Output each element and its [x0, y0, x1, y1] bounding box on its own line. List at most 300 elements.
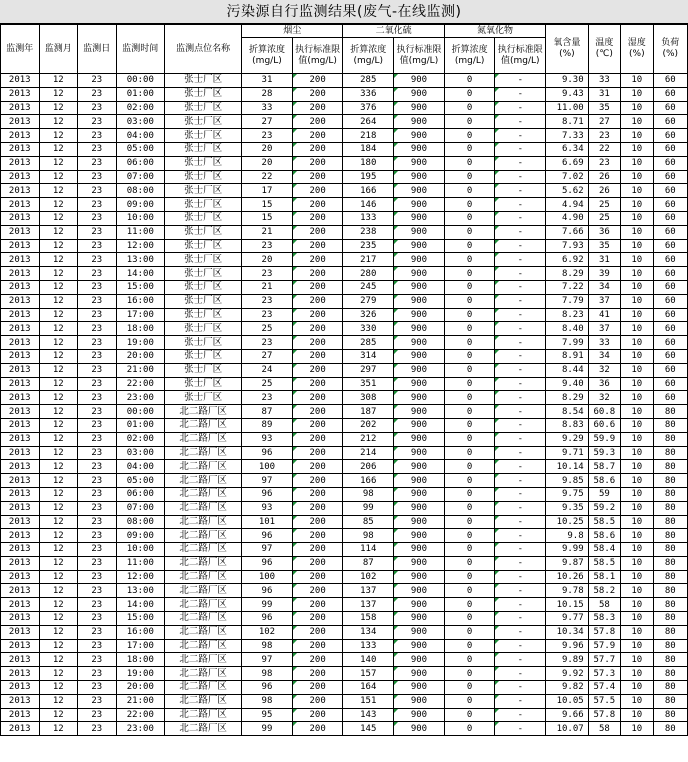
cell-o2: 4.90 [546, 211, 589, 225]
header-day: 监测日 [78, 25, 117, 74]
cell-time: 13:00 [116, 253, 165, 267]
cell-month: 12 [39, 198, 78, 212]
cell-dust-limit: 200 [292, 694, 343, 708]
cell-temp: 57.3 [588, 667, 620, 681]
cell-o2: 8.29 [546, 391, 589, 405]
cell-so2-limit: 900 [394, 184, 445, 198]
cell-nox-conc: 0 [444, 294, 495, 308]
cell-nox-conc: 0 [444, 129, 495, 143]
cell-time: 09:00 [116, 198, 165, 212]
cell-so2-limit: 900 [394, 322, 445, 336]
cell-day: 23 [78, 708, 117, 722]
table-row [1, 556, 688, 570]
cell-day: 23 [78, 101, 117, 115]
cell-load: 60 [653, 129, 688, 143]
cell-so2-conc: 85 [343, 515, 394, 529]
cell-time: 20:00 [116, 349, 165, 363]
cell-nox-limit: - [495, 487, 546, 501]
cell-nox-limit: - [495, 377, 546, 391]
cell-dust-limit: 200 [292, 267, 343, 281]
cell-nox-conc: 0 [444, 267, 495, 281]
cell-year: 2013 [1, 418, 40, 432]
cell-year: 2013 [1, 405, 40, 419]
cell-load: 80 [653, 474, 688, 488]
cell-site: 张士厂区 [165, 349, 242, 363]
cell-so2-conc: 180 [343, 156, 394, 170]
cell-dust-conc: 89 [242, 418, 293, 432]
cell-dust-limit: 200 [292, 349, 343, 363]
cell-year: 2013 [1, 625, 40, 639]
cell-o2: 6.34 [546, 142, 589, 156]
cell-o2: 6.69 [546, 156, 589, 170]
cell-so2-limit: 900 [394, 377, 445, 391]
cell-so2-conc: 166 [343, 184, 394, 198]
cell-nox-limit: - [495, 349, 546, 363]
cell-dust-conc: 97 [242, 543, 293, 557]
cell-so2-conc: 326 [343, 308, 394, 322]
cell-month: 12 [39, 543, 78, 557]
cell-year: 2013 [1, 322, 40, 336]
cell-day: 23 [78, 667, 117, 681]
cell-so2-conc: 102 [343, 570, 394, 584]
cell-temp: 22 [588, 142, 620, 156]
table-row [1, 184, 688, 198]
cell-load: 80 [653, 529, 688, 543]
cell-month: 12 [39, 625, 78, 639]
cell-nox-limit: - [495, 115, 546, 129]
cell-o2: 8.71 [546, 115, 589, 129]
cell-dust-limit: 200 [292, 501, 343, 515]
cell-year: 2013 [1, 142, 40, 156]
table-row [1, 584, 688, 598]
cell-nox-limit: - [495, 667, 546, 681]
cell-nox-limit: - [495, 432, 546, 446]
cell-load: 80 [653, 570, 688, 584]
header-year: 监测年 [1, 25, 40, 74]
cell-month: 12 [39, 391, 78, 405]
cell-so2-conc: 238 [343, 225, 394, 239]
cell-so2-conc: 336 [343, 87, 394, 101]
cell-humidity: 10 [621, 708, 653, 722]
cell-so2-conc: 285 [343, 74, 394, 88]
header-dust-limit: 执行标准限值(mg/L) [292, 38, 343, 74]
cell-load: 80 [653, 487, 688, 501]
cell-month: 12 [39, 570, 78, 584]
cell-year: 2013 [1, 432, 40, 446]
table-row [1, 418, 688, 432]
cell-nox-conc: 0 [444, 460, 495, 474]
cell-so2-conc: 164 [343, 681, 394, 695]
cell-day: 23 [78, 612, 117, 626]
table-row [1, 253, 688, 267]
cell-dust-conc: 102 [242, 625, 293, 639]
cell-month: 12 [39, 74, 78, 88]
header-site: 监测点位名称 [165, 25, 242, 74]
cell-time: 07:00 [116, 501, 165, 515]
cell-year: 2013 [1, 694, 40, 708]
cell-so2-conc: 146 [343, 198, 394, 212]
table-row [1, 239, 688, 253]
cell-load: 60 [653, 115, 688, 129]
cell-so2-limit: 900 [394, 405, 445, 419]
table-row [1, 543, 688, 557]
cell-so2-limit: 900 [394, 653, 445, 667]
cell-humidity: 10 [621, 722, 653, 736]
cell-so2-limit: 900 [394, 391, 445, 405]
cell-dust-conc: 23 [242, 239, 293, 253]
cell-nox-limit: - [495, 267, 546, 281]
cell-dust-conc: 96 [242, 612, 293, 626]
cell-nox-conc: 0 [444, 681, 495, 695]
cell-time: 15:00 [116, 612, 165, 626]
cell-time: 11:00 [116, 225, 165, 239]
cell-nox-limit: - [495, 722, 546, 736]
cell-month: 12 [39, 418, 78, 432]
cell-humidity: 10 [621, 543, 653, 557]
cell-nox-limit: - [495, 74, 546, 88]
cell-month: 12 [39, 487, 78, 501]
cell-nox-conc: 0 [444, 391, 495, 405]
cell-so2-conc: 158 [343, 612, 394, 626]
cell-humidity: 10 [621, 280, 653, 294]
cell-load: 80 [653, 625, 688, 639]
header-so2: 二氧化硫 [343, 25, 444, 38]
cell-site: 北二路厂区 [165, 653, 242, 667]
cell-year: 2013 [1, 363, 40, 377]
cell-time: 10:00 [116, 211, 165, 225]
cell-time: 20:00 [116, 681, 165, 695]
cell-site: 北二路厂区 [165, 487, 242, 501]
table-row [1, 156, 688, 170]
cell-nox-limit: - [495, 156, 546, 170]
cell-o2: 9.87 [546, 556, 589, 570]
cell-nox-conc: 0 [444, 184, 495, 198]
cell-humidity: 10 [621, 515, 653, 529]
cell-site: 北二路厂区 [165, 501, 242, 515]
cell-dust-conc: 96 [242, 487, 293, 501]
cell-year: 2013 [1, 722, 40, 736]
cell-o2: 10.25 [546, 515, 589, 529]
cell-temp: 41 [588, 308, 620, 322]
cell-month: 12 [39, 211, 78, 225]
cell-dust-limit: 200 [292, 418, 343, 432]
cell-humidity: 10 [621, 446, 653, 460]
cell-day: 23 [78, 211, 117, 225]
cell-temp: 57.8 [588, 708, 620, 722]
table-row [1, 570, 688, 584]
cell-o2: 9.75 [546, 487, 589, 501]
cell-humidity: 10 [621, 501, 653, 515]
cell-month: 12 [39, 501, 78, 515]
cell-dust-conc: 22 [242, 170, 293, 184]
table-row [1, 349, 688, 363]
cell-so2-limit: 900 [394, 694, 445, 708]
cell-day: 23 [78, 474, 117, 488]
cell-dust-conc: 31 [242, 74, 293, 88]
cell-time: 00:00 [116, 74, 165, 88]
cell-nox-limit: - [495, 612, 546, 626]
cell-day: 23 [78, 681, 117, 695]
cell-nox-conc: 0 [444, 708, 495, 722]
cell-site: 张士厂区 [165, 129, 242, 143]
cell-humidity: 10 [621, 418, 653, 432]
cell-site: 张士厂区 [165, 322, 242, 336]
cell-time: 10:00 [116, 543, 165, 557]
cell-site: 张士厂区 [165, 239, 242, 253]
cell-so2-limit: 900 [394, 280, 445, 294]
cell-load: 80 [653, 405, 688, 419]
cell-nox-limit: - [495, 129, 546, 143]
cell-dust-conc: 20 [242, 156, 293, 170]
cell-humidity: 10 [621, 584, 653, 598]
cell-o2: 10.26 [546, 570, 589, 584]
cell-time: 01:00 [116, 418, 165, 432]
cell-day: 23 [78, 405, 117, 419]
cell-nox-conc: 0 [444, 598, 495, 612]
cell-year: 2013 [1, 515, 40, 529]
table-row [1, 391, 688, 405]
cell-so2-conc: 98 [343, 529, 394, 543]
cell-o2: 7.93 [546, 239, 589, 253]
cell-so2-limit: 900 [394, 722, 445, 736]
cell-humidity: 10 [621, 170, 653, 184]
cell-humidity: 10 [621, 570, 653, 584]
cell-dust-conc: 97 [242, 653, 293, 667]
cell-humidity: 10 [621, 308, 653, 322]
cell-nox-conc: 0 [444, 529, 495, 543]
cell-month: 12 [39, 294, 78, 308]
cell-year: 2013 [1, 708, 40, 722]
cell-dust-conc: 21 [242, 280, 293, 294]
cell-so2-limit: 900 [394, 349, 445, 363]
cell-o2: 9.92 [546, 667, 589, 681]
cell-humidity: 10 [621, 405, 653, 419]
cell-temp: 57.7 [588, 653, 620, 667]
cell-humidity: 10 [621, 667, 653, 681]
cell-dust-conc: 100 [242, 570, 293, 584]
cell-time: 02:00 [116, 101, 165, 115]
cell-time: 00:00 [116, 405, 165, 419]
cell-humidity: 10 [621, 681, 653, 695]
cell-dust-limit: 200 [292, 308, 343, 322]
table-row [1, 74, 688, 88]
cell-month: 12 [39, 363, 78, 377]
cell-day: 23 [78, 418, 117, 432]
cell-nox-limit: - [495, 446, 546, 460]
cell-o2: 8.54 [546, 405, 589, 419]
cell-load: 60 [653, 239, 688, 253]
cell-so2-conc: 184 [343, 142, 394, 156]
cell-time: 18:00 [116, 322, 165, 336]
cell-year: 2013 [1, 556, 40, 570]
cell-day: 23 [78, 253, 117, 267]
cell-year: 2013 [1, 129, 40, 143]
table-row [1, 267, 688, 281]
cell-site: 北二路厂区 [165, 694, 242, 708]
cell-time: 16:00 [116, 294, 165, 308]
cell-year: 2013 [1, 612, 40, 626]
cell-dust-conc: 98 [242, 667, 293, 681]
cell-so2-conc: 206 [343, 460, 394, 474]
cell-humidity: 10 [621, 556, 653, 570]
cell-site: 张士厂区 [165, 142, 242, 156]
cell-so2-conc: 330 [343, 322, 394, 336]
cell-so2-limit: 900 [394, 667, 445, 681]
cell-year: 2013 [1, 294, 40, 308]
cell-so2-conc: 187 [343, 405, 394, 419]
cell-temp: 59.2 [588, 501, 620, 515]
table-row [1, 722, 688, 736]
header-o2: 氧含量(%) [546, 25, 589, 74]
cell-day: 23 [78, 308, 117, 322]
cell-year: 2013 [1, 570, 40, 584]
cell-year: 2013 [1, 653, 40, 667]
cell-load: 80 [653, 667, 688, 681]
cell-load: 60 [653, 142, 688, 156]
cell-nox-conc: 0 [444, 722, 495, 736]
cell-site: 张士厂区 [165, 156, 242, 170]
cell-o2: 9.66 [546, 708, 589, 722]
table-row [1, 612, 688, 626]
cell-so2-limit: 900 [394, 501, 445, 515]
cell-so2-limit: 900 [394, 211, 445, 225]
cell-so2-conc: 137 [343, 598, 394, 612]
cell-month: 12 [39, 115, 78, 129]
cell-humidity: 10 [621, 612, 653, 626]
cell-site: 张士厂区 [165, 211, 242, 225]
cell-so2-conc: 143 [343, 708, 394, 722]
cell-so2-conc: 376 [343, 101, 394, 115]
cell-month: 12 [39, 253, 78, 267]
cell-o2: 9.82 [546, 681, 589, 695]
cell-temp: 31 [588, 87, 620, 101]
cell-nox-limit: - [495, 515, 546, 529]
cell-day: 23 [78, 225, 117, 239]
cell-dust-limit: 200 [292, 556, 343, 570]
cell-time: 23:00 [116, 722, 165, 736]
cell-site: 北二路厂区 [165, 598, 242, 612]
cell-dust-conc: 101 [242, 515, 293, 529]
cell-so2-limit: 900 [394, 225, 445, 239]
cell-site: 张士厂区 [165, 198, 242, 212]
header-temp: 温度(℃) [588, 25, 620, 74]
cell-o2: 9.43 [546, 87, 589, 101]
cell-temp: 59.3 [588, 446, 620, 460]
cell-o2: 10.15 [546, 598, 589, 612]
cell-day: 23 [78, 722, 117, 736]
cell-o2: 9.99 [546, 543, 589, 557]
cell-nox-conc: 0 [444, 142, 495, 156]
cell-so2-limit: 900 [394, 529, 445, 543]
cell-o2: 9.78 [546, 584, 589, 598]
cell-day: 23 [78, 142, 117, 156]
cell-load: 80 [653, 653, 688, 667]
cell-load: 80 [653, 598, 688, 612]
cell-day: 23 [78, 529, 117, 543]
cell-humidity: 10 [621, 198, 653, 212]
cell-time: 14:00 [116, 267, 165, 281]
cell-month: 12 [39, 405, 78, 419]
cell-temp: 34 [588, 349, 620, 363]
cell-nox-conc: 0 [444, 87, 495, 101]
cell-year: 2013 [1, 280, 40, 294]
cell-so2-limit: 900 [394, 681, 445, 695]
cell-time: 02:00 [116, 432, 165, 446]
cell-nox-conc: 0 [444, 349, 495, 363]
cell-temp: 32 [588, 391, 620, 405]
cell-temp: 23 [588, 156, 620, 170]
cell-nox-limit: - [495, 294, 546, 308]
cell-site: 张士厂区 [165, 253, 242, 267]
cell-so2-limit: 900 [394, 598, 445, 612]
cell-load: 60 [653, 225, 688, 239]
table-row [1, 115, 688, 129]
cell-load: 60 [653, 211, 688, 225]
cell-load: 80 [653, 543, 688, 557]
cell-load: 60 [653, 198, 688, 212]
header-time: 监测时间 [116, 25, 165, 74]
cell-day: 23 [78, 487, 117, 501]
header-month: 监测月 [39, 25, 78, 74]
cell-nox-conc: 0 [444, 543, 495, 557]
cell-nox-limit: - [495, 225, 546, 239]
cell-load: 80 [653, 418, 688, 432]
cell-o2: 7.22 [546, 280, 589, 294]
monitoring-table [0, 24, 688, 736]
cell-time: 18:00 [116, 653, 165, 667]
cell-dust-conc: 93 [242, 501, 293, 515]
cell-month: 12 [39, 681, 78, 695]
cell-load: 60 [653, 280, 688, 294]
cell-so2-limit: 900 [394, 156, 445, 170]
cell-site: 北二路厂区 [165, 405, 242, 419]
cell-day: 23 [78, 322, 117, 336]
cell-time: 08:00 [116, 184, 165, 198]
cell-dust-limit: 200 [292, 225, 343, 239]
cell-load: 60 [653, 87, 688, 101]
cell-nox-conc: 0 [444, 405, 495, 419]
cell-dust-limit: 200 [292, 170, 343, 184]
cell-site: 北二路厂区 [165, 625, 242, 639]
cell-o2: 7.79 [546, 294, 589, 308]
cell-so2-limit: 900 [394, 129, 445, 143]
table-body [1, 74, 688, 736]
cell-time: 12:00 [116, 239, 165, 253]
cell-dust-limit: 200 [292, 570, 343, 584]
cell-dust-limit: 200 [292, 253, 343, 267]
cell-year: 2013 [1, 377, 40, 391]
cell-humidity: 10 [621, 87, 653, 101]
cell-site: 张士厂区 [165, 184, 242, 198]
table-row [1, 322, 688, 336]
cell-so2-limit: 900 [394, 198, 445, 212]
cell-humidity: 10 [621, 294, 653, 308]
cell-load: 60 [653, 336, 688, 350]
cell-so2-limit: 900 [394, 708, 445, 722]
cell-dust-limit: 200 [292, 487, 343, 501]
cell-nox-limit: - [495, 474, 546, 488]
cell-site: 北二路厂区 [165, 543, 242, 557]
table-row [1, 653, 688, 667]
cell-dust-conc: 27 [242, 349, 293, 363]
cell-dust-limit: 200 [292, 612, 343, 626]
cell-temp: 60.8 [588, 405, 620, 419]
table-row [1, 225, 688, 239]
cell-dust-conc: 23 [242, 129, 293, 143]
cell-nox-limit: - [495, 418, 546, 432]
cell-temp: 33 [588, 74, 620, 88]
cell-so2-conc: 137 [343, 584, 394, 598]
